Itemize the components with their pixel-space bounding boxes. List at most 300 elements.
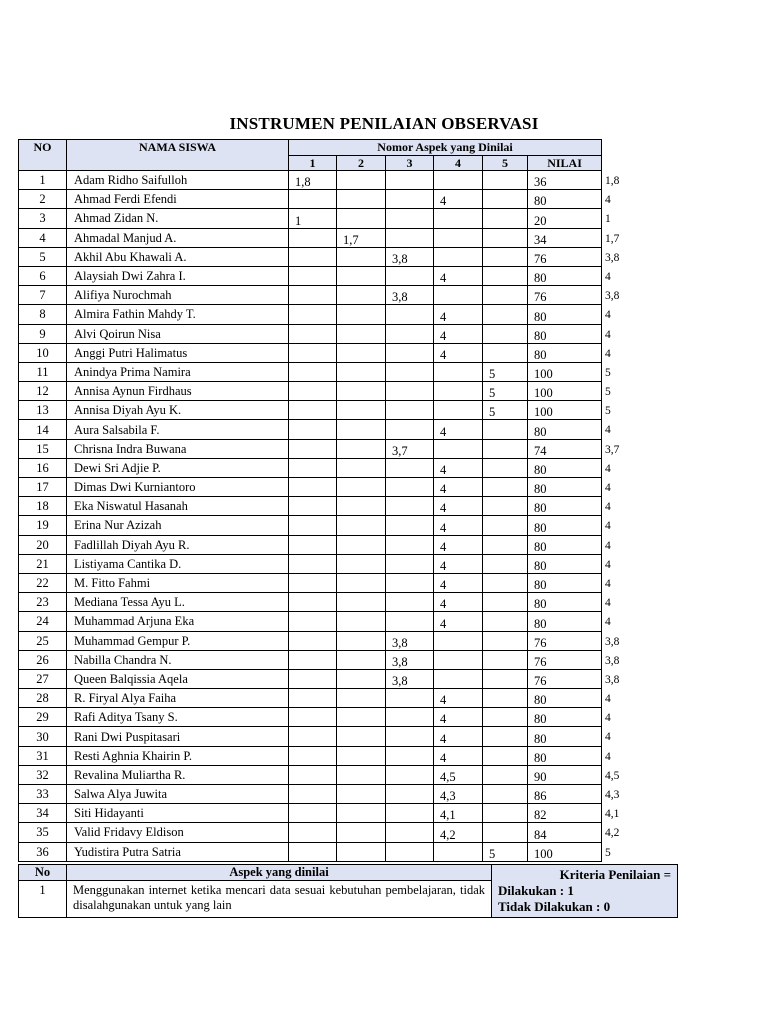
aspect-4-score: 4 (434, 746, 483, 765)
aspect-5-score (483, 420, 528, 439)
aspect-1-score (289, 343, 337, 362)
row-no: 11 (19, 362, 67, 381)
aspect-2-score (337, 804, 386, 823)
aspect-2-score (337, 727, 386, 746)
aspect-4-score (434, 669, 483, 688)
aspect-1-score (289, 497, 337, 516)
aspect-2-score (337, 612, 386, 631)
row-no: 5 (19, 247, 67, 266)
aspect-3-score (386, 842, 434, 861)
aspect-1-score (289, 266, 337, 285)
aspect-4-score: 4 (434, 458, 483, 477)
criteria-title: Kriteria Penilaian = (559, 867, 671, 882)
aspect-5-score (483, 209, 528, 228)
header-aspek-1: 1 (289, 156, 337, 171)
aspect-5-score (483, 228, 528, 247)
side-score: 4 (605, 712, 611, 725)
table-row (19, 247, 602, 266)
nilai-value: 80 (528, 497, 602, 516)
student-name: M. Fitto Fahmi (67, 573, 289, 592)
aspect-2-score (337, 516, 386, 535)
footer-header-aspek: Aspek yang dinilai (67, 865, 492, 881)
side-score: 4 (605, 482, 611, 494)
nilai-value: 100 (528, 842, 602, 861)
row-no: 21 (19, 554, 67, 573)
row-no: 31 (19, 746, 67, 765)
aspect-5-score (483, 631, 528, 650)
student-name: R. Firyal Alya Faiha (67, 689, 289, 708)
aspect-2-score (337, 573, 386, 592)
student-name: Annisa Diyah Ayu K. (67, 401, 289, 420)
table-row (19, 612, 602, 631)
row-no: 28 (19, 689, 67, 708)
side-score: 1 (605, 213, 611, 226)
aspect-3-score (386, 765, 434, 784)
criteria-done: Dilakukan : 1 (498, 883, 574, 898)
nilai-value: 76 (528, 631, 602, 650)
aspect-3-score: 3,8 (386, 247, 434, 266)
aspect-1-score (289, 420, 337, 439)
row-no: 9 (19, 324, 67, 343)
aspect-5-score (483, 516, 528, 535)
table-row (19, 708, 602, 727)
aspect-2-score (337, 420, 386, 439)
table-row (19, 516, 602, 535)
nilai-value: 100 (528, 401, 602, 420)
aspect-3-score (386, 689, 434, 708)
aspect-3-score (386, 190, 434, 209)
aspect-5-score (483, 612, 528, 631)
aspect-4-score (434, 209, 483, 228)
student-name: Erina Nur Azizah (67, 516, 289, 535)
aspect-1-score: 1 (289, 209, 337, 228)
student-name: Dimas Dwi Kurniantoro (67, 478, 289, 497)
footer-item-no: 1 (19, 881, 67, 918)
aspect-5-score (483, 746, 528, 765)
row-no: 29 (19, 708, 67, 727)
side-score: 4,3 (605, 789, 620, 801)
nilai-value: 80 (528, 516, 602, 535)
aspect-4-score: 4 (434, 689, 483, 708)
table-row (19, 842, 602, 861)
row-no: 23 (19, 593, 67, 612)
aspect-3-score (386, 785, 434, 804)
side-score: 3,8 (605, 290, 620, 303)
student-name: Siti Hidayanti (67, 804, 289, 823)
aspect-2-score (337, 247, 386, 266)
row-no: 8 (19, 305, 67, 324)
aspect-3-score (386, 343, 434, 362)
nilai-value: 76 (528, 286, 602, 305)
student-name: Queen Balqissia Aqela (67, 669, 289, 688)
aspect-1-score (289, 785, 337, 804)
aspect-3-score (386, 497, 434, 516)
nilai-value: 100 (528, 382, 602, 401)
nilai-value: 76 (528, 650, 602, 669)
student-rows (19, 171, 602, 862)
row-no: 14 (19, 420, 67, 439)
aspect-4-score: 4,2 (434, 823, 483, 842)
student-name: Eka Niswatul Hasanah (67, 497, 289, 516)
aspect-5-score (483, 171, 528, 190)
header-aspek-2: 2 (337, 156, 386, 171)
aspect-2-score (337, 362, 386, 381)
aspect-3-score (386, 478, 434, 497)
aspect-5-score (483, 804, 528, 823)
row-no: 3 (19, 209, 67, 228)
side-score-column (605, 174, 665, 865)
aspect-2-score (337, 669, 386, 688)
aspect-4-score: 4 (434, 190, 483, 209)
table-row (19, 478, 602, 497)
aspect-4-score: 4 (434, 516, 483, 535)
nilai-value: 82 (528, 804, 602, 823)
aspect-1-score (289, 362, 337, 381)
document-title: INSTRUMEN PENILAIAN OBSERVASI (229, 114, 539, 133)
nilai-value: 80 (528, 324, 602, 343)
row-no: 6 (19, 266, 67, 285)
aspect-1-score (289, 401, 337, 420)
side-score: 4 (605, 194, 611, 207)
aspect-1-score (289, 305, 337, 324)
aspect-2-score (337, 439, 386, 458)
row-no: 34 (19, 804, 67, 823)
table-row (19, 765, 602, 784)
footer-item-text: Menggunakan internet ketika mencari data sesuai kebutuhan pembelajaran, tidak disalahgunakan untuk yang lain (67, 881, 492, 918)
student-name: Alvi Qoirun Nisa (67, 324, 289, 343)
aspect-1-score (289, 650, 337, 669)
aspect-1-score (289, 554, 337, 573)
aspect-3-score (386, 324, 434, 343)
row-no: 10 (19, 343, 67, 362)
aspect-1-score (289, 190, 337, 209)
nilai-value: 90 (528, 765, 602, 784)
table-row (19, 382, 602, 401)
aspect-5-score (483, 554, 528, 573)
aspect-3-score (386, 612, 434, 631)
header-aspek-4: 4 (434, 156, 483, 171)
aspect-2-score (337, 650, 386, 669)
aspect-5-score: 5 (483, 382, 528, 401)
student-name: Fadlillah Diyah Ayu R. (67, 535, 289, 554)
side-score: 3,7 (605, 443, 620, 456)
table-row (19, 458, 602, 477)
aspect-4-score (434, 286, 483, 305)
side-score: 4 (605, 270, 611, 283)
aspect-1-score (289, 439, 337, 458)
aspect-1-score (289, 516, 337, 535)
table-row (19, 228, 602, 247)
aspect-5-score (483, 266, 528, 285)
aspect-2-score (337, 823, 386, 842)
row-no: 4 (19, 228, 67, 247)
side-score: 3,8 (605, 654, 620, 667)
aspect-5-score (483, 286, 528, 305)
student-name: Chrisna Indra Buwana (67, 439, 289, 458)
row-no: 18 (19, 497, 67, 516)
aspect-3-score (386, 382, 434, 401)
aspect-4-score (434, 171, 483, 190)
aspect-3-score (386, 804, 434, 823)
criteria-not-done: Tidak Dilakukan : 0 (498, 899, 611, 914)
side-score: 5 (605, 366, 611, 379)
aspect-1-score (289, 708, 337, 727)
aspect-3-score (386, 420, 434, 439)
row-no: 16 (19, 458, 67, 477)
nilai-value: 36 (528, 171, 602, 190)
aspect-1-score (289, 382, 337, 401)
aspect-4-score: 4 (434, 420, 483, 439)
nilai-value: 84 (528, 823, 602, 842)
table-row (19, 804, 602, 823)
aspect-2-score (337, 478, 386, 497)
aspect-4-score: 4,3 (434, 785, 483, 804)
aspect-1-score (289, 286, 337, 305)
aspect-3-score (386, 171, 434, 190)
aspect-1-score (289, 804, 337, 823)
aspect-4-score: 4 (434, 497, 483, 516)
aspect-2-score (337, 785, 386, 804)
side-score: 4 (605, 520, 611, 533)
nilai-value: 80 (528, 727, 602, 746)
table-row (19, 401, 602, 420)
aspect-2-score (337, 708, 386, 727)
row-no: 27 (19, 669, 67, 688)
aspect-4-score (434, 842, 483, 861)
student-name: Aura Salsabila F. (67, 420, 289, 439)
aspect-3-score: 3,8 (386, 631, 434, 650)
aspect-5-score (483, 689, 528, 708)
student-name: Muhammad Arjuna Eka (67, 612, 289, 631)
nilai-value: 76 (528, 669, 602, 688)
aspect-5-score (483, 669, 528, 688)
table-row (19, 746, 602, 765)
side-score: 4,2 (605, 827, 620, 840)
criteria-table (18, 864, 678, 918)
nilai-value: 80 (528, 612, 602, 631)
aspect-3-score (386, 305, 434, 324)
aspect-4-score: 4 (434, 478, 483, 497)
student-name: Ahmadal Manjud A. (67, 228, 289, 247)
assessment-table (18, 139, 602, 862)
aspect-4-score: 4 (434, 708, 483, 727)
aspect-3-score (386, 535, 434, 554)
student-name: Salwa Alya Juwita (67, 785, 289, 804)
student-name: Dewi Sri Adjie P. (67, 458, 289, 477)
criteria-box (492, 865, 678, 918)
table-row (19, 286, 602, 305)
side-score: 1,7 (605, 232, 620, 245)
row-no: 26 (19, 650, 67, 669)
aspect-5-score (483, 785, 528, 804)
aspect-5-score (483, 765, 528, 784)
aspect-3-score (386, 573, 434, 592)
aspect-3-score (386, 593, 434, 612)
side-score: 5 (605, 386, 611, 399)
table-row (19, 171, 602, 190)
table-row (19, 420, 602, 439)
aspect-5-score (483, 535, 528, 554)
side-score: 4 (605, 558, 611, 571)
nilai-value: 80 (528, 689, 602, 708)
aspect-4-score (434, 439, 483, 458)
side-score: 5 (605, 405, 611, 418)
row-no: 30 (19, 727, 67, 746)
table-row (19, 785, 602, 804)
row-no: 19 (19, 516, 67, 535)
aspect-5-score (483, 650, 528, 669)
student-name: Rafi Aditya Tsany S. (67, 708, 289, 727)
aspect-4-score: 4 (434, 535, 483, 554)
side-score: 4,1 (605, 808, 620, 821)
aspect-1-score (289, 631, 337, 650)
header-no: NO (19, 140, 67, 171)
student-name: Resti Aghnia Khairin P. (67, 746, 289, 765)
row-no: 1 (19, 171, 67, 190)
aspect-1-score (289, 823, 337, 842)
aspect-1-score (289, 746, 337, 765)
nilai-value: 80 (528, 343, 602, 362)
header-aspek-group: Nomor Aspek yang Dinilai (289, 140, 602, 156)
student-name: Listiyama Cantika D. (67, 554, 289, 573)
table-row (19, 439, 602, 458)
aspect-1-score (289, 727, 337, 746)
footer-header-no: No (19, 865, 67, 881)
aspect-5-score (483, 497, 528, 516)
side-score: 5 (605, 846, 611, 859)
side-score: 4 (605, 750, 611, 763)
aspect-4-score (434, 650, 483, 669)
row-no: 36 (19, 842, 67, 861)
nilai-value: 80 (528, 190, 602, 209)
nilai-value: 100 (528, 362, 602, 381)
side-score: 4,5 (605, 769, 620, 782)
nilai-value: 80 (528, 535, 602, 554)
aspect-5-score (483, 305, 528, 324)
aspect-2-score (337, 746, 386, 765)
aspect-2-score (337, 209, 386, 228)
aspect-3-score: 3,7 (386, 439, 434, 458)
aspect-5-score: 5 (483, 842, 528, 861)
aspect-2-score (337, 171, 386, 190)
aspect-2-score (337, 842, 386, 861)
table-row (19, 343, 602, 362)
table-row (19, 266, 602, 285)
student-name: Annisa Aynun Firdhaus (67, 382, 289, 401)
student-name: Anindya Prima Namira (67, 362, 289, 381)
side-score: 3,8 (605, 635, 620, 648)
aspect-3-score (386, 554, 434, 573)
aspect-4-score (434, 247, 483, 266)
aspect-2-score: 1,7 (337, 228, 386, 247)
aspect-2-score (337, 266, 386, 285)
aspect-3-score (386, 362, 434, 381)
aspect-5-score (483, 343, 528, 362)
aspect-1-score (289, 765, 337, 784)
aspect-2-score (337, 689, 386, 708)
side-score: 4 (605, 577, 611, 590)
student-name: Revalina Muliartha R. (67, 765, 289, 784)
student-name: Alifiya Nurochmah (67, 286, 289, 305)
row-no: 13 (19, 401, 67, 420)
aspect-1-score (289, 842, 337, 861)
aspect-5-score (483, 190, 528, 209)
side-score: 3,8 (605, 251, 620, 264)
aspect-3-score: 3,8 (386, 286, 434, 305)
table-row (19, 669, 602, 688)
row-no: 35 (19, 823, 67, 842)
table-row (19, 190, 602, 209)
student-name: Valid Fridavy Eldison (67, 823, 289, 842)
table-row (19, 324, 602, 343)
aspect-5-score (483, 593, 528, 612)
student-name: Mediana Tessa Ayu L. (67, 593, 289, 612)
aspect-4-score (434, 382, 483, 401)
aspect-5-score (483, 478, 528, 497)
aspect-2-score (337, 631, 386, 650)
aspect-5-score (483, 439, 528, 458)
side-score: 4 (605, 347, 611, 360)
nilai-value: 80 (528, 708, 602, 727)
aspect-4-score: 4 (434, 305, 483, 324)
row-no: 7 (19, 286, 67, 305)
nilai-value: 74 (528, 439, 602, 458)
aspect-4-score: 4 (434, 573, 483, 592)
aspect-1-score (289, 478, 337, 497)
header-aspek-3: 3 (386, 156, 434, 171)
aspect-3-score: 3,8 (386, 669, 434, 688)
aspect-4-score: 4 (434, 343, 483, 362)
table-row (19, 209, 602, 228)
nilai-value: 80 (528, 266, 602, 285)
student-name: Adam Ridho Saifulloh (67, 171, 289, 190)
aspect-1-score (289, 535, 337, 554)
row-no: 2 (19, 190, 67, 209)
aspect-4-score: 4 (434, 612, 483, 631)
student-name: Nabilla Chandra N. (67, 650, 289, 669)
aspect-4-score: 4 (434, 554, 483, 573)
table-row (19, 823, 602, 842)
aspect-5-score (483, 324, 528, 343)
aspect-4-score (434, 228, 483, 247)
student-name: Yudistira Putra Satria (67, 842, 289, 861)
nilai-value: 76 (528, 247, 602, 266)
aspect-3-score (386, 516, 434, 535)
table-row (19, 497, 602, 516)
aspect-3-score (386, 746, 434, 765)
side-score: 4 (605, 597, 611, 610)
table-row (19, 593, 602, 612)
row-no: 20 (19, 535, 67, 554)
side-score: 4 (605, 731, 611, 744)
student-name: Alaysiah Dwi Zahra I. (67, 266, 289, 285)
aspect-4-score: 4 (434, 266, 483, 285)
aspect-2-score (337, 497, 386, 516)
aspect-5-score (483, 823, 528, 842)
student-name: Ahmad Zidan N. (67, 209, 289, 228)
student-name: Almira Fathin Mahdy T. (67, 305, 289, 324)
table-row (19, 554, 602, 573)
aspect-2-score (337, 458, 386, 477)
aspect-3-score (386, 727, 434, 746)
aspect-3-score (386, 266, 434, 285)
aspect-4-score: 4 (434, 593, 483, 612)
aspect-3-score (386, 823, 434, 842)
nilai-value: 80 (528, 420, 602, 439)
side-score: 1,8 (605, 175, 620, 187)
table-row (19, 535, 602, 554)
side-score: 3,8 (605, 673, 620, 686)
